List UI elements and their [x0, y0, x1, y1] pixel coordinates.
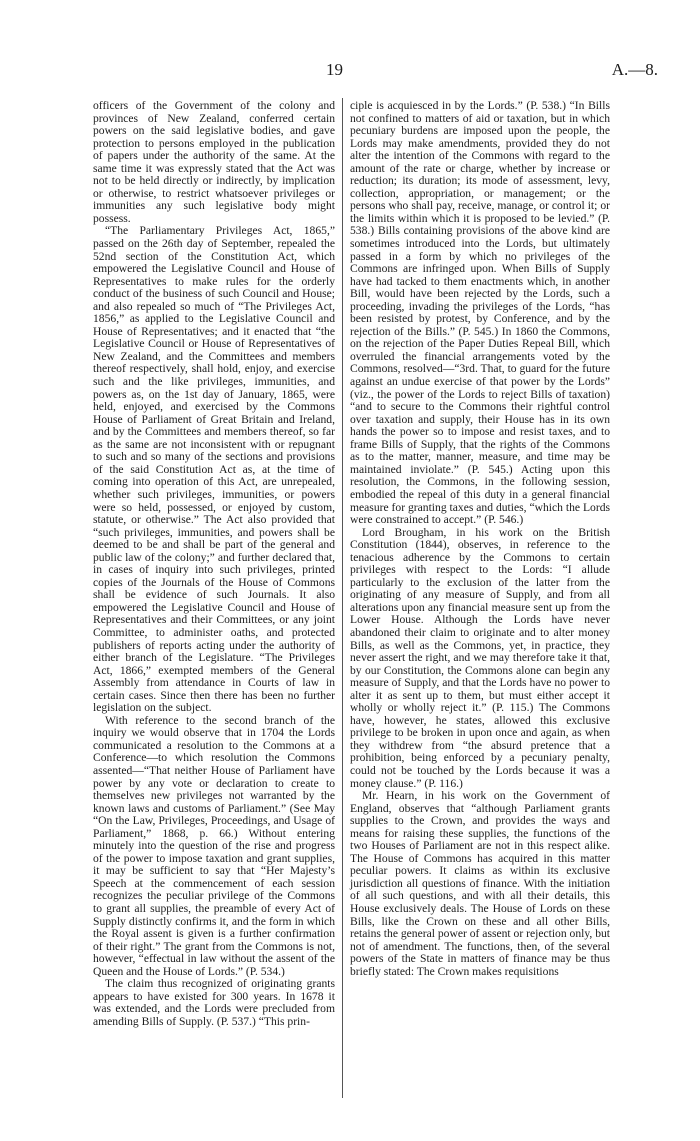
- paragraph: With reference to the second branch of the inquiry we would observe that in 1704 the Lords communicated a resolution to the Commons at a Conference—to which resolution the Commons assented—“That neither House of Parliament have power by any vote or declaration to create to themselves new privileges not warranted by the known laws and customs of Parliament.” (See May “On the Law, Privileges, Proceedings, and Usage of Parliament,” 1868, p. 66.) Without entering minutely into the question of the rise and progress of the power to impose taxation and grant supplies, it may be sufficient to say that “Her Majesty’s Speech at the commencement of each session recognizes the peculiar privilege of the Commons to grant all supplies, the preamble of every Act of Supply distinctly confirms it, and the form in which the Royal assent is given is a further confirmation of their right.” The grant from the Commons is not, however, “effectual in law without the assent of the Queen and the House of Lords.” (P. 534.): [93, 713, 335, 978]
- document-reference: A.—8.: [611, 60, 658, 79]
- column-divider: [342, 98, 343, 1098]
- left-column: [93, 100, 335, 1028]
- paragraph: officers of the Government of the colony and provinces of New Zealand, conferred certain powers on the said legislative bodies, and gave protection to persons employed in the publication of papers under the authority of the same. At the same time it was expressly stated that the Act was not to be held directly or indirectly, by implication or otherwise, to restrict whatsoever privileges or immunities any such legislative body might possess.: [93, 99, 335, 225]
- paragraph: Mr. Hearn, in his work on the Government of England, observes that “although Parliament grants supplies to the Crown, and provides the ways and means for raising these supplies, the functions of the two Houses of Parliament are not in this respect alike. The House of Commons has acquired in this matter peculiar powers. It claims as within its exclusive jurisdiction all questions of finance. With the initiation of all such questions, and with all their details, this House exclusively deals. The House of Lords on these Bills, like the Crown on these and all other Bills, retains the general power of assent or rejection only, but not of amendment. The functions, then, of the several powers of the State in matters of finance may be thus briefly stated: The Crown makes requisitions: [350, 789, 611, 978]
- paragraph: ciple is acquiesced in by the Lords.” (P. 538.) “In Bills not confined to matters of aid or taxation, but in which pecuniary burdens are imposed upon the people, the Lords may make amendments, provided they do not alter the intention of the Commons with regard to the amount of the rate or charge, whether by increase or reduction; its duration; its mode of assessment, levy, collection, appropriation, or management; or the persons who shall pay, receive, manage, or control it; or the limits within which it is proposed to be levied.” (P. 538.) Bills containing provisions of the above kind are sometimes introduced into the Lords, but ultimately passed in a form by which no privileges of the Commons are infringed upon. When Bills of Supply have had tacked to them enactments which, in another Bill, would have been rejected by the Lords, such a proceeding, invading the privileges of the Lords, “has been resisted by protest, by Conference, and by the rejection of the Bills.” (P. 545.) In 1860 the Commons, on the rejection of the Paper Duties Repeal Bill, which overruled the financial arrangements voted by the Commons, resolved—“3rd. That, to guard for the future against an undue exercise of that power by the Lords” (viz., the power of the Lords to reject Bills of taxation) “and to secure to the Commons their rightful control over taxation and supply, their House has in its own hands the power so to impose and resist taxes, and to frame Bills of Supply, that the rights of the Commons as to the matter, manner, measure, and time may be maintained inviolate.” (P. 545.) Acting upon this resolution, the Commons, in the following session, embodied the repeal of this duty in a general financial measure for granting taxes and duties, “which the Lords were constrained to accept.” (P. 546.): [350, 99, 610, 527]
- paragraph: The claim thus recognized of originating grants appears to have existed for 300 years. In 1678 it was extended, and the Lords were precluded from amending Bills of Supply. (P. 537.) “This prin-: [93, 977, 335, 1028]
- page-header: [0, 60, 700, 86]
- paragraph: Lord Brougham, in his work on the British Constitution (1844), observes, in reference to the tenacious adherence by the Commons to certain privileges with respect to the Lords: “I allude particularly to the exclusion of the latter from the originating of any measure of Supply, and from all alterations upon any financial measure sent up from the Lower House. Although the Lords have never abandoned their claim to originate and to alter money Bills, as well as the Commons, yet, in practice, they never assert the right, and we may therefore take it that, by our Constitution, the Commons alone can begin any measure of Supply, and that the Lords have no power to alter it as sent up to them, but must either accept it wholly or wholly reject it.” (P. 115.) The Commons have, however, he states, allowed this exclusive privilege to be broken in upon once and again, as when they withdrew from “the absurd pretence that a prohibition, being enforced by a pecuniary penalty, could not be touched by the Lords because it was a money clause.” (P. 116.): [350, 525, 610, 790]
- page-number: 19: [326, 60, 343, 79]
- right-column: [350, 100, 610, 978]
- paragraph: “The Parliamentary Privileges Act, 1865,” passed on the 26th day of September, repealed the 52nd section of the Constitution Act, which empowered the Legislative Council and House of Representatives to make rules for the orderly conduct of the business of such Council and House; and also repealed so much of “The Privileges Act, 1856,” as applied to the Legislative Council and House of Representatives; and it enacted that “the Legislative Council or House of Representatives of New Zealand, and the Committees and members thereof respectively, shall hold, enjoy, and exercise such and the like privileges, immunities, and powers as, on the 1st day of January, 1865, were held, enjoyed, and exercised by the Commons House of Parliament of Great Britain and Ireland, and by the Committees and members thereof, so far as the same are not inconsistent with or repugnant to such and so many of the sections and provisions of the said Constitution Act as, at the time of coming into operation of this Act, are unrepealed, whether such privileges, immunities, or powers were so held, possessed, or enjoyed by custom, statute, or otherwise.” The Act also provided that “such privileges, immunities, and powers shall be deemed to be and shall be part of the general and public law of the colony;” and further declared that, in cases of inquiry into such privileges, printed copies of the Journals of the House of Commons shall be evidence of such Journals. It also empowered the Legislative Council and House of Representatives and their Committees, or any joint Committee, to administer oaths, and protected publishers of reports acting under the authority of either branch of the Legislature. “The Privileges Act, 1866,” exempted members of the General Assembly from attendance in Courts of law in certain cases. Since then there has been no further legislation on the subject.: [93, 224, 335, 715]
